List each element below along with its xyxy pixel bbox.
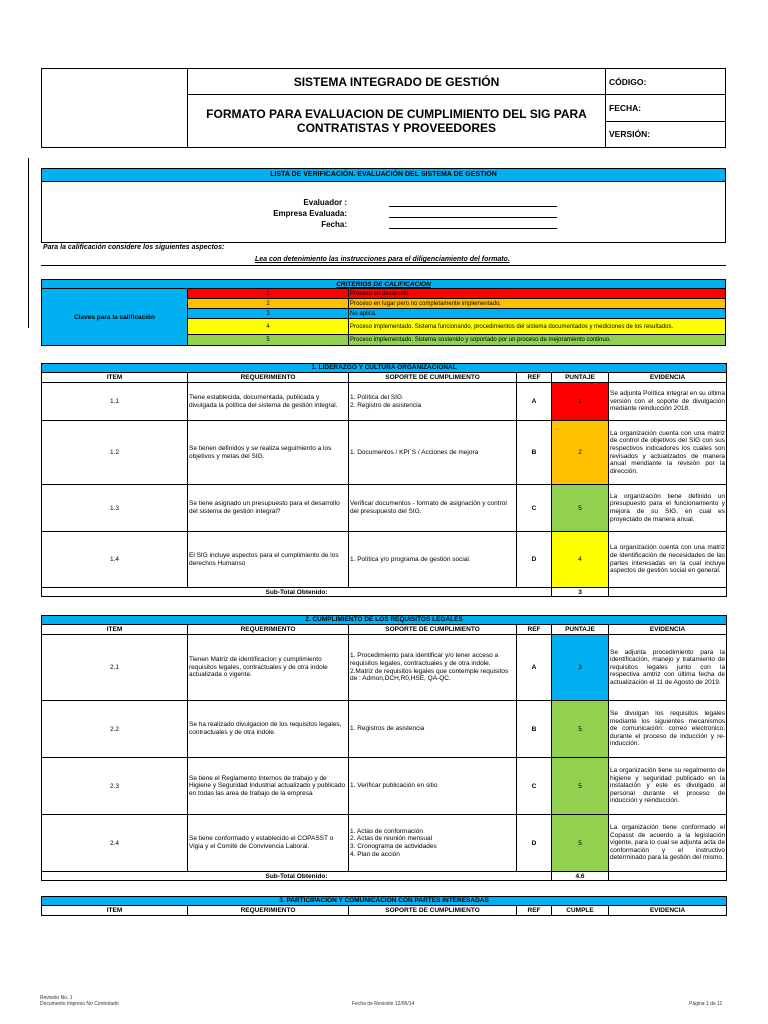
col-item: ITEM xyxy=(42,906,188,916)
score-cell: 5 xyxy=(552,701,609,758)
requirement-cell: Tiene establecida, documentada, publicada y divulgada la política del sistema de gestión integral. xyxy=(188,383,349,421)
criteria-description: Proceso en desarrollo. xyxy=(350,290,411,297)
col-item: ITEM xyxy=(42,625,188,635)
col-puntaje: PUNTAJE xyxy=(552,373,609,383)
fecha-label: FECHA: xyxy=(606,95,725,121)
criteria-score: 2 xyxy=(188,299,349,308)
col-req: REQUERIMIENTO xyxy=(188,373,349,383)
item-number-cell: 1.3 xyxy=(42,485,188,532)
requirement-cell: Se tienen definidos y se realiza seguimiento a los objetivos y metas del SIG. xyxy=(188,421,349,485)
reference-cell: D xyxy=(517,532,552,588)
score-cell: 5 xyxy=(552,758,609,815)
evidence-cell: La organización tiene su regalmento de higiene y seguridad publicado en la instalación y este es divulgado al personal durante el proceso de inducción y reinducción. xyxy=(609,758,727,815)
col-sop: SOPORTE DE CUMPLIMIENTO xyxy=(349,625,517,635)
footer-revision: Revisión No. 1 xyxy=(40,995,73,1001)
item-number-cell: 2.2 xyxy=(42,701,188,758)
score-cell: 1 xyxy=(552,383,609,421)
section-1-title: 1. LIDERAZGO Y CULTURA ORGANIZACIONAL xyxy=(42,364,727,373)
evaluador-label: Evaluador : xyxy=(303,198,347,207)
criteria-description: Proceso en lugar pero no completamente implementado. xyxy=(350,300,502,307)
system-title: SISTEMA INTEGRADO DE GESTIÓN xyxy=(188,69,605,95)
version-label: VERSIÓN: xyxy=(609,129,651,140)
score-cell: 3 xyxy=(552,635,609,701)
score-cell: 5 xyxy=(552,485,609,532)
instructions-note: Para la calificación considere los siguientes aspectos: xyxy=(43,244,225,251)
table-row xyxy=(42,485,727,532)
requirement-cell: Se tiene conformado y establecido el COPASST o Vigia y el Comité de Convivencia Laboral. xyxy=(188,815,349,872)
support-cell: 1. Procedimiento para identificar y/o tener acceso a requisitos legales, contractuales y de otra indole. 2.Matriz de requisitos legales que contemple requisitos de : Admon,DCH,R0,HSE, QA-QC. xyxy=(349,635,517,701)
col-ref: REF xyxy=(517,625,552,635)
support-cell: 1. Actas de conformación 2. Actas de reunión mensual 3. Cronograma de actividades 4. Plan de acción xyxy=(349,815,517,872)
evaluador-field[interactable] xyxy=(389,206,557,207)
score-cell: 2 xyxy=(552,421,609,485)
footer-page-number: Página 1 de 11 xyxy=(689,1001,723,1007)
criteria-row xyxy=(188,335,725,345)
fecha-eval-label: Fecha: xyxy=(321,220,347,229)
support-cell: Verificar documentos - formato de asignación y control del presupuesto del SIG. xyxy=(349,485,517,532)
form-title: FORMATO PARA EVALUACION DE CUMPLIMIENTO DEL SIG PARA CONTRATISTAS Y PROVEEDORES xyxy=(206,107,587,135)
evidence-cell: Se divulgan los requisitos legales mediante los siguientes mecanismos de comunicación: correo electronico, durante el proceso de inducción y re-inducción. xyxy=(609,701,727,758)
requirement-cell: El SIG incluye aspectos para el cumplimiento de los derechos Humanso xyxy=(188,532,349,588)
section-3-table xyxy=(41,896,727,916)
col-ref: REF xyxy=(517,373,552,383)
reference-cell: C xyxy=(517,758,552,815)
evidence-cell: La organización tiene conformado el Copasst de acuerdo a la legislación vigente, para lo cual se adjunta acta de conformación y el instructivo determinado para la gestión del mismo. xyxy=(609,815,727,872)
empresa-label: Empresa Evaluada: xyxy=(273,209,347,218)
divider xyxy=(41,265,726,266)
item-number-cell: 1.2 xyxy=(42,421,188,485)
table-row xyxy=(42,815,727,872)
section-3-title: 3. PARTICIPACION Y COMUNICACIÓN CON PARTES INTERESADAS xyxy=(42,897,727,906)
subtotal-value: 4.6 xyxy=(552,872,609,881)
reference-cell: B xyxy=(517,421,552,485)
col-cumple: CUMPLE xyxy=(552,906,609,916)
logo-area xyxy=(42,69,188,147)
margin-line xyxy=(28,158,29,328)
support-cell: 1. Registros de asistencia xyxy=(349,701,517,758)
col-evidencia: EVIDENCIA xyxy=(609,906,727,916)
criteria-row xyxy=(188,299,725,309)
item-number-cell: 2.3 xyxy=(42,758,188,815)
footer-document: Documento Impreso No Controlado xyxy=(40,1001,119,1007)
evidence-cell: Se adjunta Política integral en su última versión con el soporte de divulgación mediante reinducción 2018. xyxy=(609,383,727,421)
evidence-cell: La organización tiene definido un presupuesto para el funcionamiento y mejora de su SIG, en cual es proyectado de manera anual. xyxy=(609,485,727,532)
reference-cell: D xyxy=(517,815,552,872)
criteria-score: 3 xyxy=(188,309,349,318)
evidence-cell: Se adjunta procedimiento para la identificación, manejo y tratamiento de requisitos legales junto con la respectiva amtriz con última fecha de actualización el 11 de Agosto de 2019. xyxy=(609,635,727,701)
table-row xyxy=(42,635,727,701)
instructions-note-2: Lea con detenimiento las instrucciones para el diligenciamiento del formato. xyxy=(255,256,510,263)
score-cell: 4 xyxy=(552,532,609,588)
item-number-cell: 1.4 xyxy=(42,532,188,588)
fecha-eval-field[interactable] xyxy=(389,228,557,229)
support-cell: 1. Política del SIG 2. Registro de asistencia xyxy=(349,383,517,421)
codigo-label: CÓDIGO: xyxy=(606,69,725,95)
criteria-rows xyxy=(188,289,725,345)
col-req: REQUERIMIENTO xyxy=(188,906,349,916)
item-number-cell: 2.4 xyxy=(42,815,188,872)
empresa-field[interactable] xyxy=(389,217,557,218)
subtotal-value: 3 xyxy=(552,588,609,597)
support-cell: 1. Política y/o programa de gestión social. xyxy=(349,532,517,588)
item-number-cell: 2.1 xyxy=(42,635,188,701)
support-cell: 1. Verificar publicación en sitio xyxy=(349,758,517,815)
document-header xyxy=(41,68,726,148)
criteria-score: 5 xyxy=(188,335,349,345)
reference-cell: A xyxy=(517,635,552,701)
footer-fecha-revision: Fecha de Revisión 12/06/14 xyxy=(352,1001,415,1007)
col-puntaje: PUNTAJE xyxy=(552,625,609,635)
table-row xyxy=(42,758,727,815)
reference-cell: B xyxy=(517,701,552,758)
criteria-label: Claves para la calificación xyxy=(42,289,188,345)
table-row xyxy=(42,421,727,485)
criteria-score: 4 xyxy=(188,319,349,334)
requirement-cell: Se ha realizado divulgacion de los requisitos legales, contractuales y de otra indole. xyxy=(188,701,349,758)
criteria-title: CRITERIOS DE CALIFICACION xyxy=(42,280,725,289)
evidence-cell: La organización cuenta con una matriz de control de objetivos del SIG con sus respectivos indicadores los cuales son revisados y actualizados de manera anual mendiante la revisión por la dirección. xyxy=(609,421,727,485)
criteria-table xyxy=(41,279,726,346)
section-2-title: 2. CUMPLIMIENTO DE LOS REQUISITOS LEGALES xyxy=(42,616,727,625)
evidence-cell: La organización cuenta con una matriz de identificación de necesidades de las partes interesadas en la cual incluye aspectos de gestión social en general. xyxy=(609,532,727,588)
table-row xyxy=(42,383,727,421)
verification-box xyxy=(41,168,726,243)
criteria-description: Proceso implementado. Sistema funcionando, procedimientos del sistema documentados y mediciones de los resultados. xyxy=(350,323,674,330)
col-ref: REF xyxy=(517,906,552,916)
verification-title: LISTA DE VERIFICACIÓN. EVALUACIÓN DEL SISTEMA DE GESTION xyxy=(42,169,725,182)
criteria-row xyxy=(188,319,725,335)
criteria-description: No aplica. xyxy=(350,310,377,317)
criteria-description: Proceso implementado. Sistema sostenido y soportado por un proceso de mejoramiento continuo. xyxy=(350,337,611,343)
reference-cell: C xyxy=(517,485,552,532)
col-item: ITEM xyxy=(42,373,188,383)
col-sop: SOPORTE DE CUMPLIMIENTO xyxy=(349,906,517,916)
section-2-table xyxy=(41,615,727,881)
reference-cell: A xyxy=(517,383,552,421)
section-1-table xyxy=(41,363,727,597)
criteria-score: 1 xyxy=(188,289,349,298)
col-req: REQUERIMIENTO xyxy=(188,625,349,635)
subtotal-label: Sub-Total Obtenido: xyxy=(42,588,552,597)
table-row xyxy=(42,532,727,588)
col-sop: SOPORTE DE CUMPLIMIENTO xyxy=(349,373,517,383)
subtotal-label: Sub-Total Obtenido: xyxy=(42,872,552,881)
col-evidencia: EVIDENCIA xyxy=(609,625,727,635)
table-row xyxy=(42,701,727,758)
requirement-cell: Se tiene asignado un presupuesto para el desarrollo del sistema de gestión integral? xyxy=(188,485,349,532)
score-cell: 5 xyxy=(552,815,609,872)
requirement-cell: Tienen Matriz de identificacion y cumplimiento requisitos legales, contractuales y de otra indole actualizada o vigente. xyxy=(188,635,349,701)
criteria-row xyxy=(188,309,725,319)
criteria-row xyxy=(188,289,725,299)
requirement-cell: Se tiene el Reglamento Internos de trabajo y de Higiene y Seguridad Industrial actualizado y publicado en todas las area de trabajo de la empresa xyxy=(188,758,349,815)
item-number-cell: 1.1 xyxy=(42,383,188,421)
support-cell: 1. Documentos / KPI´S / Acciones de mejora xyxy=(349,421,517,485)
col-evidencia: EVIDENCIA xyxy=(609,373,727,383)
